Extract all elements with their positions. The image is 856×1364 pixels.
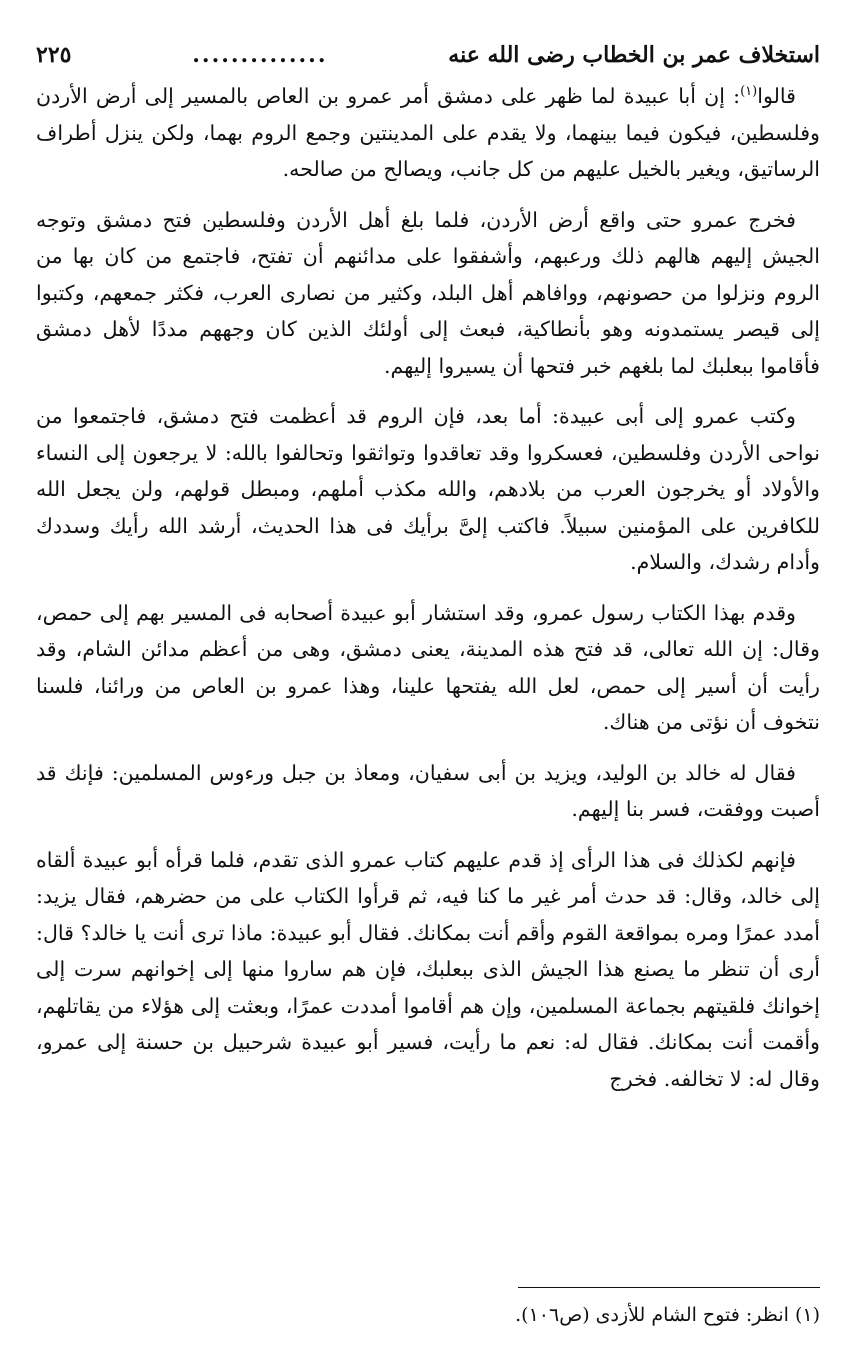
running-header: [36, 38, 820, 78]
paragraph: وكتب عمرو إلى أبى عبيدة: أما بعد، فإن الروم قد أعظمت فتح دمشق، فاجتمعوا من نواحى الأردن وفلسطين، فعسكروا وقد تعاقدوا وتواثقوا وتحالفوا بالله: لا يرجعون إلى النساء والأولاد أو يخرجون العرب من بلادهم، والله مكذب أملهم، ومبطل قولهم، ولن يجعل الله للكافرين على المؤمنين سبيلاً. فاكتب إلىَّ برأيك فى هذا الحديث، أرشد الله رأيك وسددك وأدام رشدك، والسلام.: [36, 404, 820, 574]
leader-dots: ..............: [192, 42, 328, 68]
footnote: (١) انظر: فتوح الشام للأزدى (ص١٠٦).: [515, 1304, 820, 1326]
paragraph-text: : إن أبا عبيدة لما ظهر على دمشق أمر عمرو بن العاص بالمسير إلى أرض الأردن وفلسطين، فيكون فيما بينهما، ولا يقدم على المدينتين وجمع الروم بهما، ولكن ينزل أطراف الرساتيق، ويغير بالخيل عليهم من كل جانب، ويصالح من صالحه.: [36, 84, 820, 181]
paragraph: فإنهم لكذلك فى هذا الرأى إذ قدم عليهم كتاب عمرو الذى تقدم، فلما قرأه أبو عبيدة ألقاه إلى خالد، وقال: قد حدث أمر غير ما كنا فيه، ثم قرأوا الكتاب على من حضرهم، فقال يزيد: أمدد عمرًا ومره بمواقعة القوم وأقم أنت بمكانك. فقال أبو عبيدة: ماذا ترى أنت يا خالد؟ قال: أرى أن تنظر ما يصنع هذا الجيش الذى ببعلبك، فإن هم ساروا منها إلى إخوانهم سرت إلى إخوانك فلقيتهم بجماعة المسلمين، وإن هم أقاموا أمددت عمرًا، وبعثت إلى هؤلاء من يقاتلهم، وأقمت أنت بمكانك. فقال له: نعم ما رأيت، فسير أبو عبيدة شرحبيل بن حسنة إلى عمرو، وقال له: لا تخالفه. فخرج: [36, 847, 820, 1091]
paragraph: فخرج عمرو حتى واقع أرض الأردن، فلما بلغ أهل الأردن وفلسطين فتح دمشق وتوجه الجيش إليهم هالهم ذلك ورعبهم، وأشفقوا على مدائنهم أن تفتح، فاجتمع من كان بها من الروم ونزلوا من حصونهم، ووافاهم أهل البلد، وكثير من نصارى العرب، فكثر جمعهم، وكتبوا إلى قيصر يستمدونه وهو بأنطاكية، فبعث إلى أولئك الذين كان وجههم مددًا لأهل دمشق فأقاموا ببعلبك لما بلغهم خبر فتحها أن يسيروا إليهم.: [36, 207, 820, 378]
book-page: [36, 38, 820, 1338]
chapter-title: استخلاف عمر بن الخطاب رضى الله عنه: [448, 42, 820, 68]
paragraph-lead: قالوا: [757, 84, 796, 108]
page-number: ٢٢٥: [36, 42, 72, 68]
body-text: [36, 78, 820, 1097]
paragraph: فقال له خالد بن الوليد، ويزيد بن أبى سفيان، ومعاذ بن جبل ورءوس المسلمين: فإنك قد أصبت ووفقت، فسر بنا إليهم.: [36, 760, 820, 821]
paragraph: [36, 78, 820, 188]
footnote-divider: [518, 1287, 820, 1288]
footnote-reference: (١): [740, 84, 758, 100]
paragraph: وقدم بهذا الكتاب رسول عمرو، وقد استشار أبو عبيدة أصحابه فى المسير بهم إلى حمص، وقال: إن الله تعالى، قد فتح هذه المدينة، يعنى دمشق، وهى من أعظم مدائن الشام، وقد رأيت أن أسير إلى حمص، لعل الله يفتحها علينا، وهذا عمرو بن العاص من ورائنا، فلسنا نتخوف أن نؤتى من هناك.: [36, 600, 820, 734]
